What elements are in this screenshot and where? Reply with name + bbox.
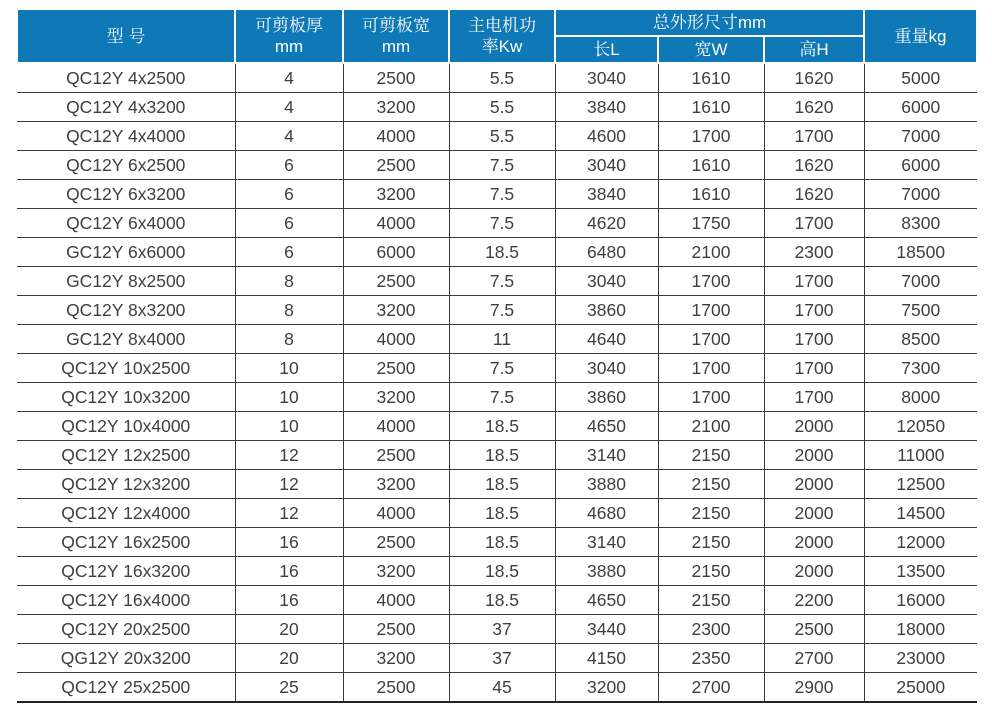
table-cell: 12500 <box>864 470 977 499</box>
table-cell: 16000 <box>864 586 977 615</box>
table-cell: 2500 <box>343 673 449 703</box>
col-header-height: 高H <box>764 36 864 63</box>
table-cell: 23000 <box>864 644 977 673</box>
table-cell: 3200 <box>343 644 449 673</box>
table-cell: 3840 <box>555 93 658 122</box>
table-cell: 37 <box>449 615 555 644</box>
table-row <box>17 383 977 412</box>
table-row <box>17 615 977 644</box>
table-cell: 16 <box>235 528 343 557</box>
table-cell: 7.5 <box>449 296 555 325</box>
table-cell: 4620 <box>555 209 658 238</box>
table-cell: 4000 <box>343 586 449 615</box>
table-cell: 3040 <box>555 63 658 93</box>
table-cell: GC12Y 8x4000 <box>17 325 235 354</box>
table-cell: QC12Y 6x4000 <box>17 209 235 238</box>
table-cell: 4650 <box>555 412 658 441</box>
table-cell: 4 <box>235 122 343 151</box>
table-cell: QC12Y 16x4000 <box>17 586 235 615</box>
table-cell: 18.5 <box>449 499 555 528</box>
table-cell: 12 <box>235 499 343 528</box>
table-cell: 16 <box>235 586 343 615</box>
table-cell: 7.5 <box>449 383 555 412</box>
table-cell: 1610 <box>658 63 764 93</box>
table-cell: 2500 <box>343 354 449 383</box>
table-cell: 18.5 <box>449 557 555 586</box>
table-cell: 10 <box>235 412 343 441</box>
table-cell: 13500 <box>864 557 977 586</box>
table-cell: 5000 <box>864 63 977 93</box>
table-cell: 3200 <box>343 383 449 412</box>
table-cell: 8300 <box>864 209 977 238</box>
table-row <box>17 586 977 615</box>
table-cell: 2000 <box>764 412 864 441</box>
table-cell: QC12Y 16x2500 <box>17 528 235 557</box>
table-cell: 2150 <box>658 470 764 499</box>
table-cell: 12 <box>235 441 343 470</box>
table-cell: QC12Y 12x3200 <box>17 470 235 499</box>
table-cell: 3040 <box>555 151 658 180</box>
table-cell: 11 <box>449 325 555 354</box>
table-cell: 8 <box>235 325 343 354</box>
table-cell: 8 <box>235 296 343 325</box>
table-cell: 1700 <box>658 267 764 296</box>
col-header-weight <box>864 9 977 63</box>
table-cell: 2200 <box>764 586 864 615</box>
table-cell: 4000 <box>343 325 449 354</box>
table-cell: 3140 <box>555 441 658 470</box>
table-cell: QC12Y 8x3200 <box>17 296 235 325</box>
table-cell: 1620 <box>764 93 864 122</box>
table-cell: 1700 <box>658 325 764 354</box>
table-cell: 1700 <box>658 383 764 412</box>
table-cell: 3860 <box>555 383 658 412</box>
table-cell: 18.5 <box>449 238 555 267</box>
table-row <box>17 673 977 703</box>
table-cell: QC12Y 4x4000 <box>17 122 235 151</box>
table-cell: 4600 <box>555 122 658 151</box>
table-cell: QC12Y 16x3200 <box>17 557 235 586</box>
table-cell: QC12Y 4x2500 <box>17 63 235 93</box>
table-cell: 4650 <box>555 586 658 615</box>
table-cell: 1610 <box>658 180 764 209</box>
table-cell: 7.5 <box>449 180 555 209</box>
table-row <box>17 296 977 325</box>
table-cell: QC12Y 6x3200 <box>17 180 235 209</box>
table-cell: 1610 <box>658 151 764 180</box>
col-header-thickness-line1: 可剪板厚 <box>255 16 323 35</box>
table-row <box>17 528 977 557</box>
table-cell: 12 <box>235 470 343 499</box>
table-cell: 4 <box>235 93 343 122</box>
col-header-power-line1: 主电机功 <box>468 16 536 35</box>
table-cell: 2150 <box>658 499 764 528</box>
table-row <box>17 412 977 441</box>
table-cell: QC12Y 10x2500 <box>17 354 235 383</box>
table-cell: QC12Y 12x2500 <box>17 441 235 470</box>
table-cell: 3840 <box>555 180 658 209</box>
table-cell: 11000 <box>864 441 977 470</box>
table-cell: 2300 <box>764 238 864 267</box>
table-cell: 1700 <box>764 383 864 412</box>
table-cell: 18000 <box>864 615 977 644</box>
col-header-dimensions-group: 总外形尺寸mm <box>555 9 864 36</box>
table-cell: 7300 <box>864 354 977 383</box>
table-cell: 4000 <box>343 499 449 528</box>
table-cell: 2150 <box>658 441 764 470</box>
table-cell: QC12Y 10x4000 <box>17 412 235 441</box>
table-cell: 4150 <box>555 644 658 673</box>
table-cell: 1700 <box>764 267 864 296</box>
table-cell: 2000 <box>764 557 864 586</box>
table-cell: 3860 <box>555 296 658 325</box>
col-header-power <box>449 9 555 63</box>
table-cell: 37 <box>449 644 555 673</box>
table-row <box>17 151 977 180</box>
table-row <box>17 354 977 383</box>
table-cell: 2350 <box>658 644 764 673</box>
table-cell: QC12Y 4x3200 <box>17 93 235 122</box>
table-cell: 10 <box>235 354 343 383</box>
table-cell: 18.5 <box>449 441 555 470</box>
table-cell: 1700 <box>658 122 764 151</box>
table-cell: 2000 <box>764 528 864 557</box>
table-cell: 45 <box>449 673 555 703</box>
table-cell: 2150 <box>658 586 764 615</box>
table-row <box>17 499 977 528</box>
table-cell: 1700 <box>658 296 764 325</box>
table-cell: 7000 <box>864 180 977 209</box>
table-cell: GC12Y 8x2500 <box>17 267 235 296</box>
table-cell: 3200 <box>343 180 449 209</box>
table-cell: 18.5 <box>449 586 555 615</box>
table-cell: 7.5 <box>449 151 555 180</box>
table-cell: 6480 <box>555 238 658 267</box>
table-cell: 3200 <box>555 673 658 703</box>
table-cell: 3040 <box>555 354 658 383</box>
table-cell: 18.5 <box>449 528 555 557</box>
table-cell: QC12Y 25x2500 <box>17 673 235 703</box>
table-cell: 2300 <box>658 615 764 644</box>
table-cell: 7.5 <box>449 267 555 296</box>
table-cell: 12000 <box>864 528 977 557</box>
table-cell: 2700 <box>658 673 764 703</box>
table-cell: 8 <box>235 267 343 296</box>
table-cell: 1700 <box>658 354 764 383</box>
table-cell: 5.5 <box>449 63 555 93</box>
table-header <box>17 9 977 63</box>
table-cell: 18.5 <box>449 470 555 499</box>
table-cell: 7.5 <box>449 209 555 238</box>
table-cell: 20 <box>235 615 343 644</box>
table-cell: 2100 <box>658 412 764 441</box>
col-header-weight-label: 重量kg <box>894 26 947 46</box>
table-cell: 18500 <box>864 238 977 267</box>
table-cell: 2500 <box>764 615 864 644</box>
table-cell: 2700 <box>764 644 864 673</box>
table-cell: QG12Y 20x3200 <box>17 644 235 673</box>
table-cell: 1750 <box>658 209 764 238</box>
table-cell: 2500 <box>343 151 449 180</box>
table-cell: QC12Y 10x3200 <box>17 383 235 412</box>
table-row <box>17 267 977 296</box>
table-cell: 3880 <box>555 470 658 499</box>
table-row <box>17 325 977 354</box>
col-header-model-label: 型 号 <box>106 26 146 46</box>
table-cell: 2000 <box>764 470 864 499</box>
col-header-width <box>343 9 449 63</box>
table-cell: 4640 <box>555 325 658 354</box>
table-cell: 3880 <box>555 557 658 586</box>
table-cell: 2150 <box>658 528 764 557</box>
table-cell: 2500 <box>343 615 449 644</box>
table-row <box>17 644 977 673</box>
table-cell: 2000 <box>764 499 864 528</box>
table-row <box>17 180 977 209</box>
table-cell: 7000 <box>864 267 977 296</box>
table-cell: 7.5 <box>449 354 555 383</box>
col-header-thickness-line2: mm <box>274 37 304 56</box>
spec-table <box>16 8 978 703</box>
table-row <box>17 122 977 151</box>
table-cell: 3140 <box>555 528 658 557</box>
table-row <box>17 470 977 499</box>
table-cell: 2500 <box>343 267 449 296</box>
table-row <box>17 238 977 267</box>
table-cell: 14500 <box>864 499 977 528</box>
table-row <box>17 63 977 93</box>
table-row <box>17 93 977 122</box>
table-cell: 1610 <box>658 93 764 122</box>
table-cell: 6 <box>235 180 343 209</box>
table-cell: 3040 <box>555 267 658 296</box>
table-cell: 6 <box>235 209 343 238</box>
table-cell: QC12Y 20x2500 <box>17 615 235 644</box>
table-cell: 1700 <box>764 325 864 354</box>
col-header-dim-width: 宽W <box>658 36 764 63</box>
table-cell: 4000 <box>343 412 449 441</box>
table-cell: 6 <box>235 151 343 180</box>
table-cell: 1620 <box>764 63 864 93</box>
header-row-1 <box>17 9 977 36</box>
table-cell: 1700 <box>764 209 864 238</box>
table-row <box>17 209 977 238</box>
table-cell: 6 <box>235 238 343 267</box>
table-cell: 4680 <box>555 499 658 528</box>
table-cell: 3200 <box>343 557 449 586</box>
table-cell: 6000 <box>864 93 977 122</box>
table-cell: 1620 <box>764 151 864 180</box>
table-cell: 25 <box>235 673 343 703</box>
table-cell: 2500 <box>343 441 449 470</box>
table-row <box>17 557 977 586</box>
table-cell: 20 <box>235 644 343 673</box>
table-cell: 6000 <box>343 238 449 267</box>
table-cell: 4000 <box>343 122 449 151</box>
table-cell: 6000 <box>864 151 977 180</box>
col-header-width-line2: mm <box>381 37 411 56</box>
col-header-thickness <box>235 9 343 63</box>
table-cell: 18.5 <box>449 412 555 441</box>
col-header-length: 长L <box>555 36 658 63</box>
table-cell: 5.5 <box>449 93 555 122</box>
table-cell: 1700 <box>764 296 864 325</box>
table-cell: 1620 <box>764 180 864 209</box>
col-header-power-line2: 率Kw <box>481 37 523 56</box>
table-cell: QC12Y 12x4000 <box>17 499 235 528</box>
table-cell: 7500 <box>864 296 977 325</box>
table-cell: 2500 <box>343 63 449 93</box>
table-cell: 2500 <box>343 528 449 557</box>
col-header-width-line1: 可剪板宽 <box>362 16 430 35</box>
table-cell: QC12Y 6x2500 <box>17 151 235 180</box>
table-cell: GC12Y 6x6000 <box>17 238 235 267</box>
table-cell: 3200 <box>343 470 449 499</box>
table-cell: 8500 <box>864 325 977 354</box>
table-cell: 10 <box>235 383 343 412</box>
table-cell: 3200 <box>343 93 449 122</box>
table-cell: 3440 <box>555 615 658 644</box>
table-cell: 4 <box>235 63 343 93</box>
col-header-model <box>17 9 235 63</box>
table-cell: 7000 <box>864 122 977 151</box>
table-cell: 2900 <box>764 673 864 703</box>
table-cell: 5.5 <box>449 122 555 151</box>
table-cell: 8000 <box>864 383 977 412</box>
table-cell: 4000 <box>343 209 449 238</box>
table-cell: 1700 <box>764 122 864 151</box>
table-cell: 1700 <box>764 354 864 383</box>
table-cell: 2150 <box>658 557 764 586</box>
table-cell: 2000 <box>764 441 864 470</box>
table-cell: 25000 <box>864 673 977 703</box>
spec-table-body <box>17 63 977 702</box>
table-row <box>17 441 977 470</box>
table-cell: 2100 <box>658 238 764 267</box>
table-cell: 16 <box>235 557 343 586</box>
table-cell: 3200 <box>343 296 449 325</box>
table-cell: 12050 <box>864 412 977 441</box>
